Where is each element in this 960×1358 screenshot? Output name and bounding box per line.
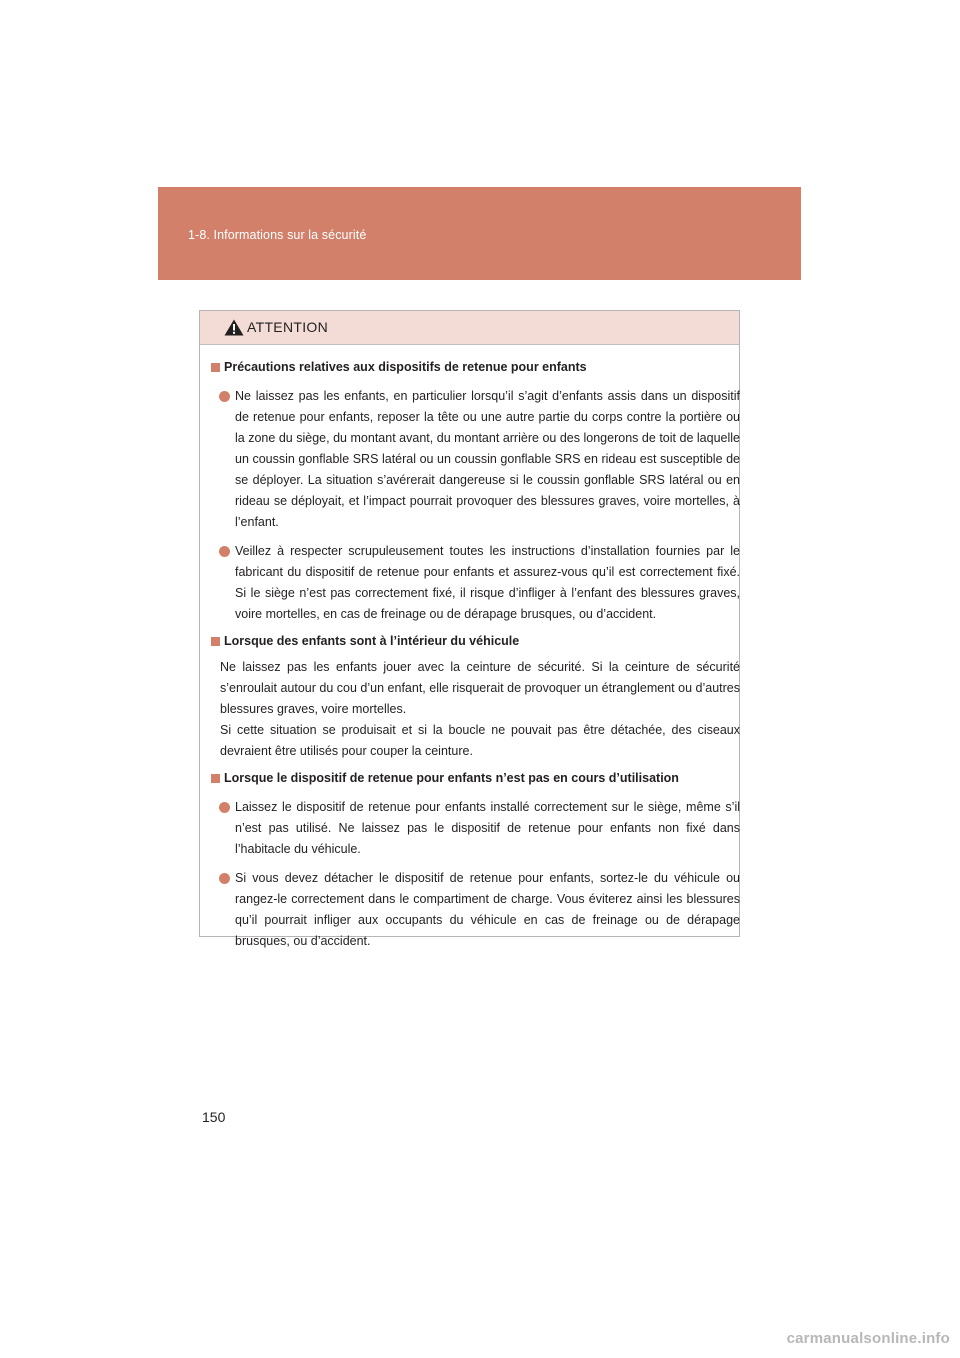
bullet-item: Laissez le dispositif de retenue pour enfants installé correctement sur le siège, même s’il n’est pas utilisé. Ne laissez pas le dispositif de retenue pour enfants non fixé dans l’habitacle du véhicule. (211, 797, 740, 860)
paragraph-block (211, 657, 740, 762)
square-bullet-icon (211, 774, 220, 783)
warning-title: ATTENTION (247, 319, 328, 335)
bullet-item: Ne laissez pas les enfants, en particulier lorsqu’il s’agit d’enfants assis dans un dispositif de retenue pour enfants, reposer la tête ou une autre partie du corps contre la portière ou la zone du siège, du montant avant, du montant arrière ou des longerons de toit de laquelle un coussin gonflable SRS latéral ou un coussin gonflable SRS en rideau est susceptible de se déployer. La situation s’avérerait dangereuse si le coussin gonflable SRS latéral ou en rideau se déployait, et l’impact pourrait provoquer des blessures graves, voire mortelles, à l’enfant. (211, 386, 740, 533)
chapter-header-bar (158, 187, 801, 280)
paragraph: Si cette situation se produisait et si la boucle ne pouvait pas être détachée, des ciseaux devraient être utilisés pour couper la ceinture. (220, 723, 740, 758)
section-heading: Lorsque des enfants sont à l’intérieur du véhicule (211, 631, 729, 652)
bullet-item: Si vous devez détacher le dispositif de retenue pour enfants, sortez-le du véhicule ou rangez-le correctement dans le compartiment de charge. Vous éviterez ainsi les blessures qu’il pourrait infliger aux occupants du véhicule en cas de freinage ou de dérapage brusques, ou d’accident. (211, 868, 740, 952)
warning-header (200, 311, 739, 345)
round-bullet-icon (219, 802, 230, 813)
warning-content (200, 345, 740, 952)
round-bullet-icon (219, 546, 230, 557)
section-title: 1-8. Informations sur la sécurité (188, 228, 367, 242)
warning-box (199, 310, 740, 948)
section-heading: Précautions relatives aux dispositifs de retenue pour enfants (211, 357, 729, 378)
round-bullet-icon (219, 391, 230, 402)
bullet-item: Veillez à respecter scrupuleusement toutes les instructions d’installation fournies par le fabricant du dispositif de retenue pour enfants et assurez-vous qu’il est correctement fixé. Si le siège n’est pas correctement fixé, il risque d’infliger à l’enfant des blessures graves, voire mortelles, en cas de freinage ou de dérapage brusques, ou d’accident. (211, 541, 740, 625)
square-bullet-icon (211, 637, 220, 646)
round-bullet-icon (219, 873, 230, 884)
paragraph: Ne laissez pas les enfants jouer avec la ceinture de sécurité. Si la ceinture de sécurité s’enroulait autour du cou d’un enfant, elle risquerait de provoquer un étranglement ou d’autres blessures graves, voire mortelles. (220, 660, 740, 716)
watermark: carmanualsonline.info (786, 1330, 950, 1347)
square-bullet-icon (211, 363, 220, 372)
warning-triangle-icon (224, 319, 244, 336)
page-number: 150 (202, 1109, 226, 1125)
section-heading: Lorsque le dispositif de retenue pour enfants n’est pas en cours d’utilisation (211, 768, 729, 789)
